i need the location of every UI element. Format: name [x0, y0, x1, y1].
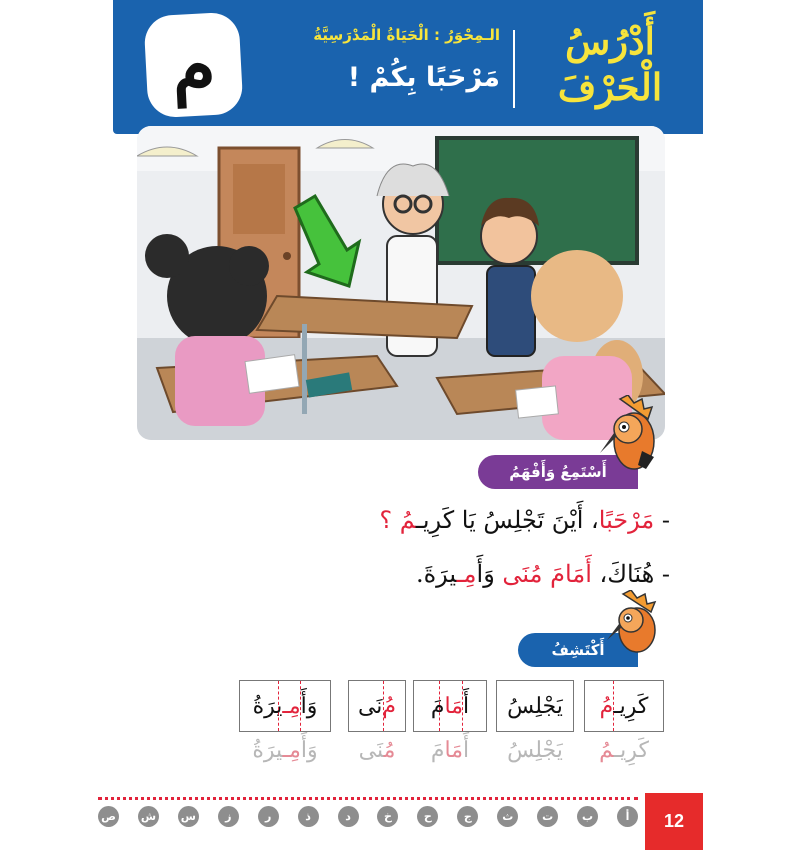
dialogue-word-highlight: مُنَى [502, 560, 543, 588]
classroom-illustration [137, 126, 665, 440]
theme-axis: الـمِحْوَرُ : الْحَيَاةُ الْمَدْرَسِيَّةُ [313, 26, 500, 44]
word-part: يَجْلِسُ [507, 738, 563, 763]
dialogue-punctuation: ؟ [379, 506, 400, 534]
alphabet-strip [98, 806, 638, 830]
alphabet-letter: أ [617, 806, 638, 827]
dialogue-word-highlight: أَمَامَ [550, 560, 592, 588]
alphabet-letter: ج [457, 806, 478, 827]
word-part: وَأَ [300, 738, 318, 763]
dialogue-text: ، أَيْنَ تَجْلِسُ يَا كَرِيـ [415, 506, 599, 534]
word-boxes [237, 680, 663, 734]
word-box-wa-amira [239, 680, 331, 732]
alphabet-letter: ش [138, 806, 159, 827]
word-part: نَى [357, 693, 383, 719]
word-part-highlight: مُ [599, 693, 614, 719]
word-part-highlight: مُ [382, 693, 397, 719]
word-part-highlight: مِـ [282, 693, 301, 719]
lesson-title [525, 18, 695, 110]
tracing-word-karim [584, 738, 664, 763]
word-box-muna [348, 680, 406, 732]
listen-understand-label: أَسْتَمِعُ وَأَفْهَمُ [478, 455, 638, 489]
dialogue-dash: - [654, 560, 670, 588]
alphabet-letter: ص [98, 806, 119, 827]
lesson-letter: م [169, 22, 218, 108]
dialogue-line-1 [300, 506, 670, 534]
dialogue-text: يرَةَ. [415, 560, 457, 588]
dialogue-word-highlight: مِـ [456, 560, 477, 588]
alphabet-letter: خ [377, 806, 398, 827]
word-part: مَ [430, 693, 445, 719]
header-divider [513, 30, 515, 108]
dialogue-line-2 [300, 560, 670, 588]
tracing-word-yajlis [496, 738, 574, 763]
alphabet-letter: ر [258, 806, 279, 827]
word-part: يَجْلِسُ [507, 693, 563, 719]
page-number: 12 [645, 793, 703, 850]
faded-tracing-words [237, 738, 663, 778]
alphabet-letter: د [338, 806, 359, 827]
tracing-word-amama [413, 738, 487, 763]
word-part-highlight: مُ [383, 738, 396, 763]
letter-card [143, 12, 243, 119]
word-part-highlight: مَا [444, 693, 463, 719]
hoopoe-bird-icon [605, 590, 661, 656]
tracing-word-wa-amira [239, 738, 331, 763]
word-part: كَرِيـ [613, 738, 649, 763]
greeting-title: مَرْحَبًا بِكُمْ ! [347, 62, 500, 93]
word-part: أَ [463, 738, 470, 763]
word-part: يرَةُ [252, 693, 283, 719]
word-part: يرَةُ [252, 738, 283, 763]
word-part-highlight: مِـ [282, 738, 301, 763]
word-part-highlight: مَا [444, 738, 463, 763]
dialogue-word-highlight: مَرْحَبًا [598, 506, 655, 534]
word-part: أَ [463, 693, 470, 719]
tracing-word-muna [348, 738, 406, 763]
word-box-yajlis [496, 680, 574, 732]
dialogue-text: هُنَاكَ، [591, 560, 655, 588]
alphabet-letter: س [178, 806, 199, 827]
hoopoe-bird-icon [598, 395, 658, 475]
alphabet-letter: ث [497, 806, 518, 827]
word-box-karim [584, 680, 664, 732]
footer-dotted-line [98, 797, 638, 800]
alphabet-letter: ح [417, 806, 438, 827]
word-part: نَى [358, 738, 384, 763]
alphabet-letter: ت [537, 806, 558, 827]
alphabet-letter: ب [577, 806, 598, 827]
dialogue-word-highlight: مُ [399, 506, 416, 534]
word-part-highlight: مُ [599, 738, 614, 763]
discover-label: أَكْتَشِفُ [518, 633, 638, 667]
alphabet-letter: ز [218, 806, 239, 827]
word-part: مَ [430, 738, 445, 763]
alphabet-letter: ذ [298, 806, 319, 827]
word-part: وَأَ [300, 693, 318, 719]
word-part: كَرِيـ [613, 693, 649, 719]
word-box-amama [413, 680, 487, 732]
lesson-title-line2: الْحَرْفَ [557, 65, 663, 109]
dialogue-dash: - [654, 506, 670, 534]
lesson-title-line1: أَدْرُسُ [565, 19, 655, 63]
dialogue-text: وَأَ [476, 560, 503, 588]
